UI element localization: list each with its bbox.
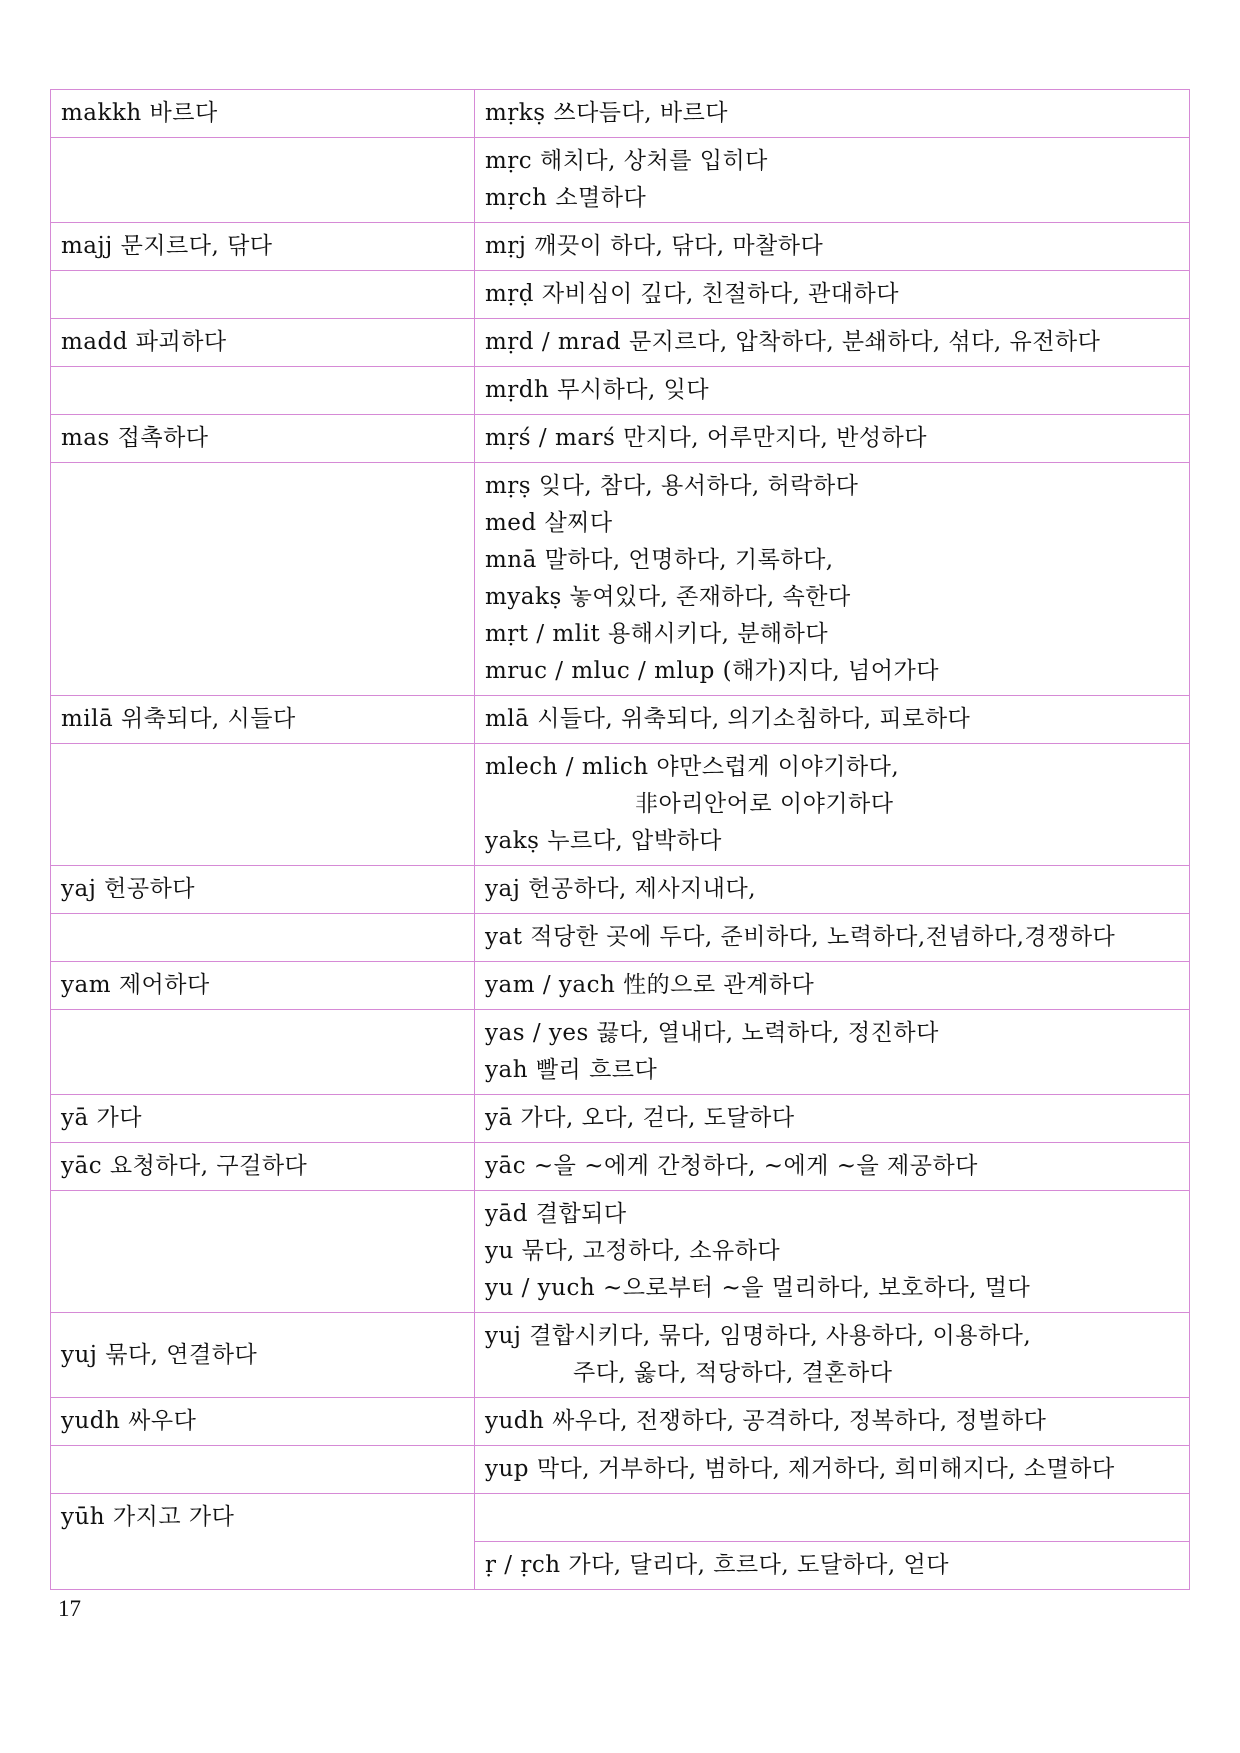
right-entry: mṛḍ 자비심이 깊다, 친절하다, 관대하다 (485, 281, 899, 307)
right-entry: yād 결합되다 (485, 1201, 627, 1227)
left-cell (51, 696, 475, 744)
left-cell (51, 415, 475, 463)
right-entry: yudh 싸우다, 전쟁하다, 공격하다, 정복하다, 정벌하다 (485, 1408, 1047, 1434)
left-cell (51, 463, 475, 696)
right-entry: myakṣ 놓여있다, 존재하다, 속한다 (485, 584, 851, 610)
left-entry: yam 제어하다 (61, 972, 210, 998)
table-row (51, 138, 1190, 223)
table-row (51, 1398, 1190, 1446)
table-row (51, 271, 1190, 319)
table-row (51, 463, 1190, 696)
table-row (51, 415, 1190, 463)
table-row (51, 962, 1190, 1010)
right-entry: yaj 헌공하다, 제사지내다, (485, 876, 757, 902)
left-entry: yā 가다 (61, 1105, 142, 1131)
right-entry: mṛch 소멸하다 (485, 185, 647, 211)
table-row (51, 367, 1190, 415)
right-cell (475, 271, 1190, 319)
table-row (51, 1143, 1190, 1191)
right-cell (475, 962, 1190, 1010)
right-entry: yakṣ 누르다, 압박하다 (485, 828, 722, 854)
right-entry: mṛṣ 잊다, 참다, 용서하다, 허락하다 (485, 473, 859, 499)
right-entry: yat 적당한 곳에 두다, 준비하다, 노력하다,전념하다,경쟁하다 (485, 924, 1116, 950)
left-cell (51, 744, 475, 866)
left-entry: mas 접촉하다 (61, 425, 209, 451)
left-entry: makkh 바르다 (61, 100, 218, 126)
left-entry: yūh 가지고 가다 (61, 1504, 235, 1530)
right-entry: mruc / mluc / mlup (해가)지다, 넘어가다 (485, 658, 939, 684)
right-entry: mṛc 해치다, 상처를 입히다 (485, 148, 768, 174)
right-entry: yā 가다, 오다, 걷다, 도달하다 (485, 1105, 795, 1131)
right-cell (475, 1010, 1190, 1095)
left-cell (51, 90, 475, 138)
right-cell (475, 90, 1190, 138)
table-row (51, 1010, 1190, 1095)
left-cell (51, 1143, 475, 1191)
left-cell (51, 1313, 475, 1398)
right-cell (475, 866, 1190, 914)
left-entry: madd 파괴하다 (61, 329, 227, 355)
left-cell (51, 866, 475, 914)
table-row (51, 1191, 1190, 1313)
right-entry: mṛj 깨끗이 하다, 닦다, 마찰하다 (485, 233, 824, 259)
left-cell (51, 271, 475, 319)
right-cell (475, 914, 1190, 962)
right-entry: mṛkṣ 쓰다듬다, 바르다 (485, 100, 729, 126)
left-cell (51, 319, 475, 367)
right-cell (475, 1143, 1190, 1191)
page-number: 17 (58, 1596, 81, 1621)
table-row (51, 696, 1190, 744)
right-entry: mlā 시들다, 위축되다, 의기소침하다, 피로하다 (485, 706, 971, 732)
left-cell (51, 1494, 475, 1590)
left-entry: majj 문지르다, 닦다 (61, 233, 273, 259)
table-row (51, 744, 1190, 866)
right-entry: yah 빨리 흐르다 (485, 1057, 658, 1083)
right-entry: mṛdh 무시하다, 잊다 (485, 377, 710, 403)
left-cell (51, 367, 475, 415)
table-row (51, 319, 1190, 367)
right-cell (475, 367, 1190, 415)
table-row (51, 1494, 1190, 1542)
right-cell (475, 1494, 1190, 1542)
right-entry: yas / yes 끓다, 열내다, 노력하다, 정진하다 (485, 1020, 939, 1046)
right-cell (475, 138, 1190, 223)
right-cell (475, 415, 1190, 463)
right-entry: yu 묶다, 고정하다, 소유하다 (485, 1238, 781, 1264)
table-row (51, 1095, 1190, 1143)
right-entry: mnā 말하다, 언명하다, 기록하다, (485, 547, 834, 573)
right-entry: yāc ~을 ~에게 간청하다, ~에게 ~을 제공하다 (485, 1153, 978, 1179)
right-entry: yup 막다, 거부하다, 범하다, 제거하다, 희미해지다, 소멸하다 (485, 1456, 1115, 1482)
left-cell (51, 1446, 475, 1494)
right-entry: mṛt / mlit 용해시키다, 분해하다 (485, 621, 829, 647)
right-cell (475, 1542, 1190, 1590)
table-row (51, 866, 1190, 914)
glossary-table (50, 89, 1190, 1590)
right-entry: ṛ / ṛch 가다, 달리다, 흐르다, 도달하다, 얻다 (485, 1552, 949, 1578)
left-cell (51, 138, 475, 223)
right-cell (475, 1191, 1190, 1313)
right-cell (475, 696, 1190, 744)
right-cell (475, 1313, 1190, 1398)
left-cell (51, 1398, 475, 1446)
right-cell (475, 1446, 1190, 1494)
table-row (51, 90, 1190, 138)
right-cell (475, 223, 1190, 271)
right-entry-continuation: 주다, 옳다, 적당하다, 결혼하다 (573, 1360, 893, 1386)
left-entry: yuj 묶다, 연결하다 (61, 1341, 258, 1368)
right-cell (475, 319, 1190, 367)
right-entry: yu / yuch ~으로부터 ~을 멀리하다, 보호하다, 멀다 (485, 1275, 1031, 1301)
right-entry: mṛś / marś 만지다, 어루만지다, 반성하다 (485, 425, 927, 451)
table-row (51, 914, 1190, 962)
left-entry: milā 위축되다, 시들다 (61, 706, 296, 732)
left-entry: yāc 요청하다, 구걸하다 (61, 1153, 308, 1179)
right-entry: mṛd / mrad 문지르다, 압착하다, 분쇄하다, 섞다, 유전하다 (485, 329, 1101, 355)
left-cell (51, 1191, 475, 1313)
left-cell (51, 962, 475, 1010)
left-cell (51, 1095, 475, 1143)
left-entry: yaj 헌공하다 (61, 876, 196, 902)
left-entry: yudh 싸우다 (61, 1408, 197, 1434)
right-entry: mlech / mlich 야만스럽게 이야기하다, (485, 754, 900, 780)
table-row (51, 223, 1190, 271)
right-cell (475, 744, 1190, 866)
right-cell (475, 1095, 1190, 1143)
right-entry: yam / yach 性的으로 관계하다 (485, 972, 815, 998)
right-entry: yuj 결합시키다, 묶다, 임명하다, 사용하다, 이용하다, (485, 1323, 1032, 1349)
left-cell (51, 223, 475, 271)
right-entry-continuation: 非아리안어로 이야기하다 (635, 791, 894, 817)
table-row (51, 1446, 1190, 1494)
right-cell (475, 463, 1190, 696)
left-cell (51, 914, 475, 962)
right-cell (475, 1398, 1190, 1446)
right-entry: med 살찌다 (485, 510, 613, 536)
table-row (51, 1313, 1190, 1398)
left-cell (51, 1010, 475, 1095)
